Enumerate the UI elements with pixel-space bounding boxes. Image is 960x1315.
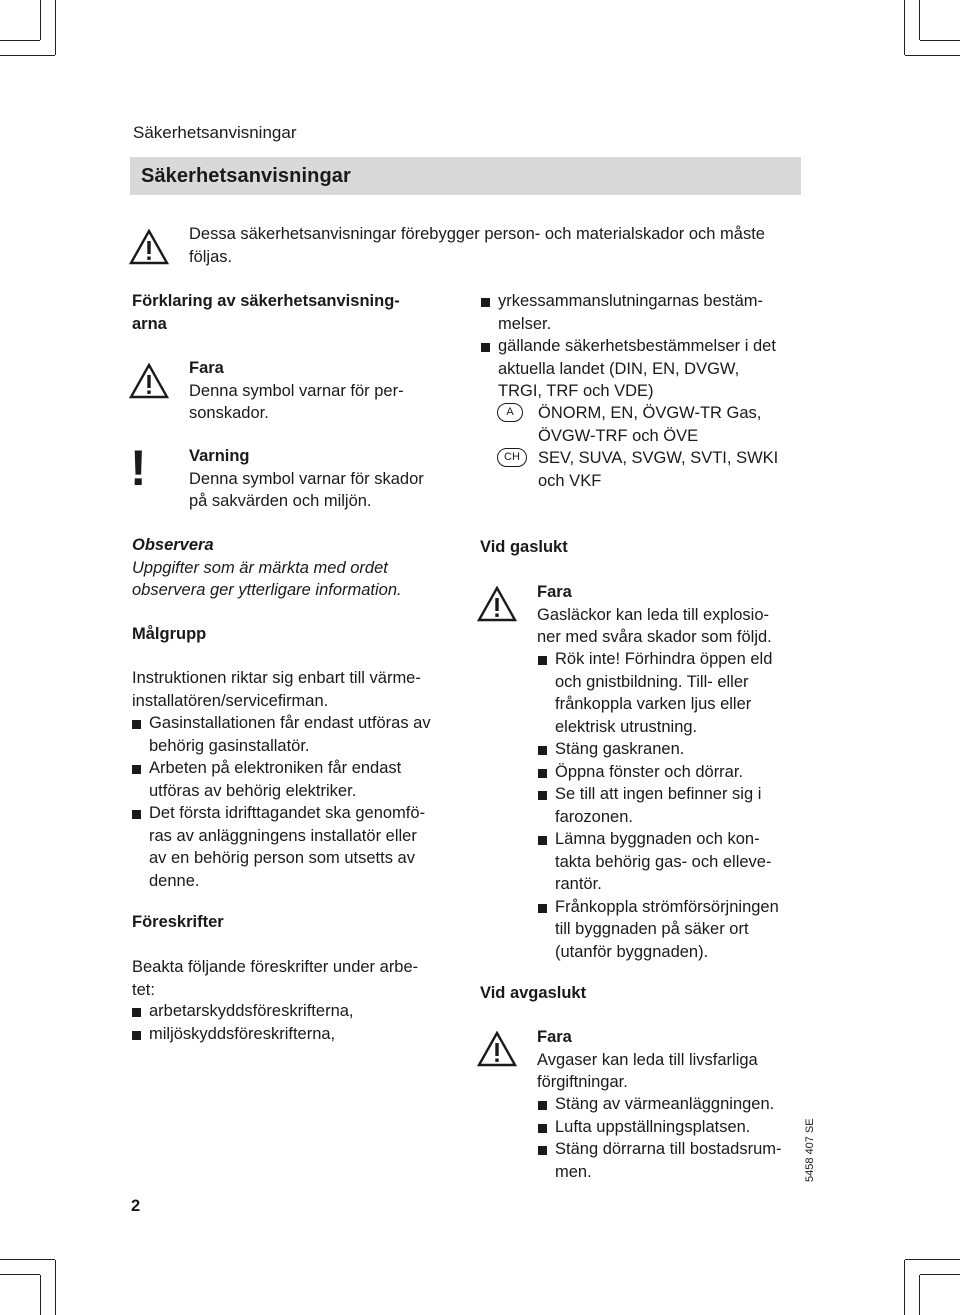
text-line: gällande säkerhetsbestämmelser i det xyxy=(498,337,776,355)
note-label: Observera xyxy=(132,536,214,554)
text-line: aktuella landet (DIN, EN, DVGW, xyxy=(498,359,740,378)
text-line: rantör. xyxy=(555,875,602,893)
text-line: Denna symbol varnar för per- xyxy=(189,381,404,400)
text-line: och VKF xyxy=(538,471,602,490)
crop-mark xyxy=(905,55,960,56)
text-line: melser. xyxy=(498,314,552,333)
country-item-switzerland xyxy=(497,447,778,492)
text-line: av en behörig person som utsetts av xyxy=(149,849,415,867)
text-line: till byggnaden på säker ort xyxy=(555,920,749,938)
text-line: (utanför byggnaden). xyxy=(555,942,709,961)
running-header: Säkerhetsanvisningar xyxy=(133,123,297,142)
target-group-intro xyxy=(132,667,421,712)
heading-line: arna xyxy=(132,314,167,333)
crop-mark xyxy=(0,55,55,56)
country-item-austria xyxy=(497,402,761,447)
warning-label: Varning xyxy=(189,447,250,465)
crop-mark xyxy=(905,1259,960,1260)
page-number: 2 xyxy=(131,1197,141,1215)
country-badge-ch: CH xyxy=(497,448,527,467)
text-line: observera ger ytterligare information. xyxy=(132,581,402,599)
text-line: Lämna byggnaden och kon- xyxy=(555,830,760,848)
crop-mark xyxy=(40,0,41,40)
crop-mark xyxy=(920,1274,960,1275)
text-line: takta behörig gas- och elleve- xyxy=(555,852,772,871)
text-line: Lufta uppställningsplatsen. xyxy=(555,1117,751,1136)
text-line: och gnistbildning. Till- eller xyxy=(555,672,749,691)
crop-mark xyxy=(919,1275,920,1315)
list-item xyxy=(538,783,779,828)
list-item xyxy=(132,757,431,802)
note-block xyxy=(132,534,402,602)
list-item xyxy=(538,1093,782,1116)
text-line: Gasläckor kan leda till explosio- xyxy=(537,605,770,624)
flue-gas-danger xyxy=(537,1026,758,1094)
text-line: förgiftningar. xyxy=(537,1073,628,1091)
text-line: Stäng dörrarna till bostadsrum- xyxy=(555,1140,782,1158)
list-item xyxy=(132,712,431,757)
heading-line: Förklaring av säkerhetsanvisning- xyxy=(132,292,400,310)
warning-triangle-icon xyxy=(129,229,169,265)
text-line: denne. xyxy=(149,871,200,890)
section-title: Säkerhetsanvisningar xyxy=(141,165,351,187)
crop-mark xyxy=(920,40,960,41)
crop-mark xyxy=(55,0,56,55)
regulations-intro xyxy=(132,956,418,1001)
gas-leak-danger xyxy=(537,581,772,649)
text-line: Se till att ingen befinner sig i xyxy=(555,785,762,803)
regulations-list xyxy=(132,1000,354,1045)
country-badge-a: A xyxy=(497,403,523,422)
list-item xyxy=(538,828,779,896)
list-item: miljöskyddsföreskrifterna, xyxy=(132,1023,354,1046)
text-line: Det första idrifttagandet ska genomfö- xyxy=(149,804,426,822)
text-line: installatören/servicefirman. xyxy=(132,691,329,710)
text-line: frånkoppla varken ljus eller xyxy=(555,695,752,713)
warning-triangle-icon xyxy=(129,363,169,399)
text-line: tet: xyxy=(132,980,155,999)
text-line: Denna symbol varnar för skador xyxy=(189,469,424,488)
danger-label: Fara xyxy=(189,359,224,377)
text-line: elektrisk utrustning. xyxy=(555,717,698,736)
exclamation-icon: ! xyxy=(130,440,147,496)
target-group-heading: Målgrupp xyxy=(132,625,207,643)
text-line: TRGI, TRF och VDE) xyxy=(498,382,654,400)
text-line: Avgaser kan leda till livsfarliga xyxy=(537,1050,758,1069)
list-item: arbetarskyddsföreskrifterna, xyxy=(132,1000,354,1023)
text-line: SEV, SUVA, SVGW, SVTI, SWKI xyxy=(538,449,779,467)
list-item xyxy=(481,335,776,403)
text-line: Gasinstallationen får endast utföras av xyxy=(149,714,431,732)
text-line: Frånkoppla strömförsörjningen xyxy=(555,897,779,916)
flue-gas-heading: Vid avgaslukt xyxy=(480,984,587,1002)
warning-triangle-icon xyxy=(477,586,517,622)
text-line: farozonen. xyxy=(555,807,633,826)
crop-mark xyxy=(55,1260,56,1315)
crop-mark xyxy=(0,1259,55,1260)
text-line: på sakvärden och miljön. xyxy=(189,492,372,510)
crop-mark xyxy=(0,1274,40,1275)
text-line: Beakta följande föreskrifter under arbe- xyxy=(132,958,419,976)
text-line: Arbeten på elektroniken får endast xyxy=(149,759,402,777)
text-line: men. xyxy=(555,1162,592,1181)
crop-mark xyxy=(904,1260,905,1315)
warning-triangle-icon xyxy=(477,1031,517,1067)
text-line: Instruktionen riktar sig enbart till värme- xyxy=(132,669,421,687)
list-item xyxy=(132,802,431,892)
text-line: Stäng gaskranen. xyxy=(555,740,685,758)
text-line: Öppna fönster och dörrar. xyxy=(555,762,744,781)
explanation-heading xyxy=(132,290,400,335)
text-line: Rök inte! Förhindra öppen eld xyxy=(555,650,773,668)
intro-text: Dessa säkerhetsanvisningar förebygger person- och materialskador och måste följas. xyxy=(189,225,765,266)
danger-explanation xyxy=(189,357,404,425)
list-item xyxy=(538,896,779,964)
regulations-list-continued xyxy=(481,290,776,403)
crop-mark xyxy=(904,0,905,55)
text-line: behörig gasinstallatör. xyxy=(149,736,310,755)
list-item xyxy=(538,648,779,738)
gas-leak-heading: Vid gaslukt xyxy=(480,538,568,556)
text-line: ner med svåra skador som följd. xyxy=(537,628,772,646)
gas-leak-list xyxy=(538,648,779,963)
danger-label: Fara xyxy=(537,583,572,601)
text-line: Uppgifter som är märkta med ordet xyxy=(132,558,388,577)
list-item xyxy=(538,1116,782,1139)
text-line: ÖVGW-TRF och ÖVE xyxy=(538,426,699,445)
danger-label: Fara xyxy=(537,1028,572,1046)
text-line: sonskador. xyxy=(189,404,269,422)
text-line: Stäng av värmeanläggningen. xyxy=(555,1095,775,1113)
text-line: ras av anläggningens installatör eller xyxy=(149,826,417,845)
text-line: ÖNORM, EN, ÖVGW-TR Gas, xyxy=(538,404,762,422)
list-item xyxy=(538,761,779,784)
text-line: yrkessammanslutningarnas bestäm- xyxy=(498,292,764,310)
flue-gas-list xyxy=(538,1093,782,1183)
document-code: 5458 407 SE xyxy=(804,1118,816,1182)
crop-mark xyxy=(40,1275,41,1315)
list-item xyxy=(538,1138,782,1183)
list-item xyxy=(538,738,779,761)
warning-explanation xyxy=(189,445,424,513)
text-line: utföras av behörig elektriker. xyxy=(149,781,357,800)
list-item xyxy=(481,290,776,335)
regulations-heading: Föreskrifter xyxy=(132,913,224,931)
crop-mark xyxy=(919,0,920,40)
target-group-list xyxy=(132,712,431,892)
crop-mark xyxy=(0,40,40,41)
